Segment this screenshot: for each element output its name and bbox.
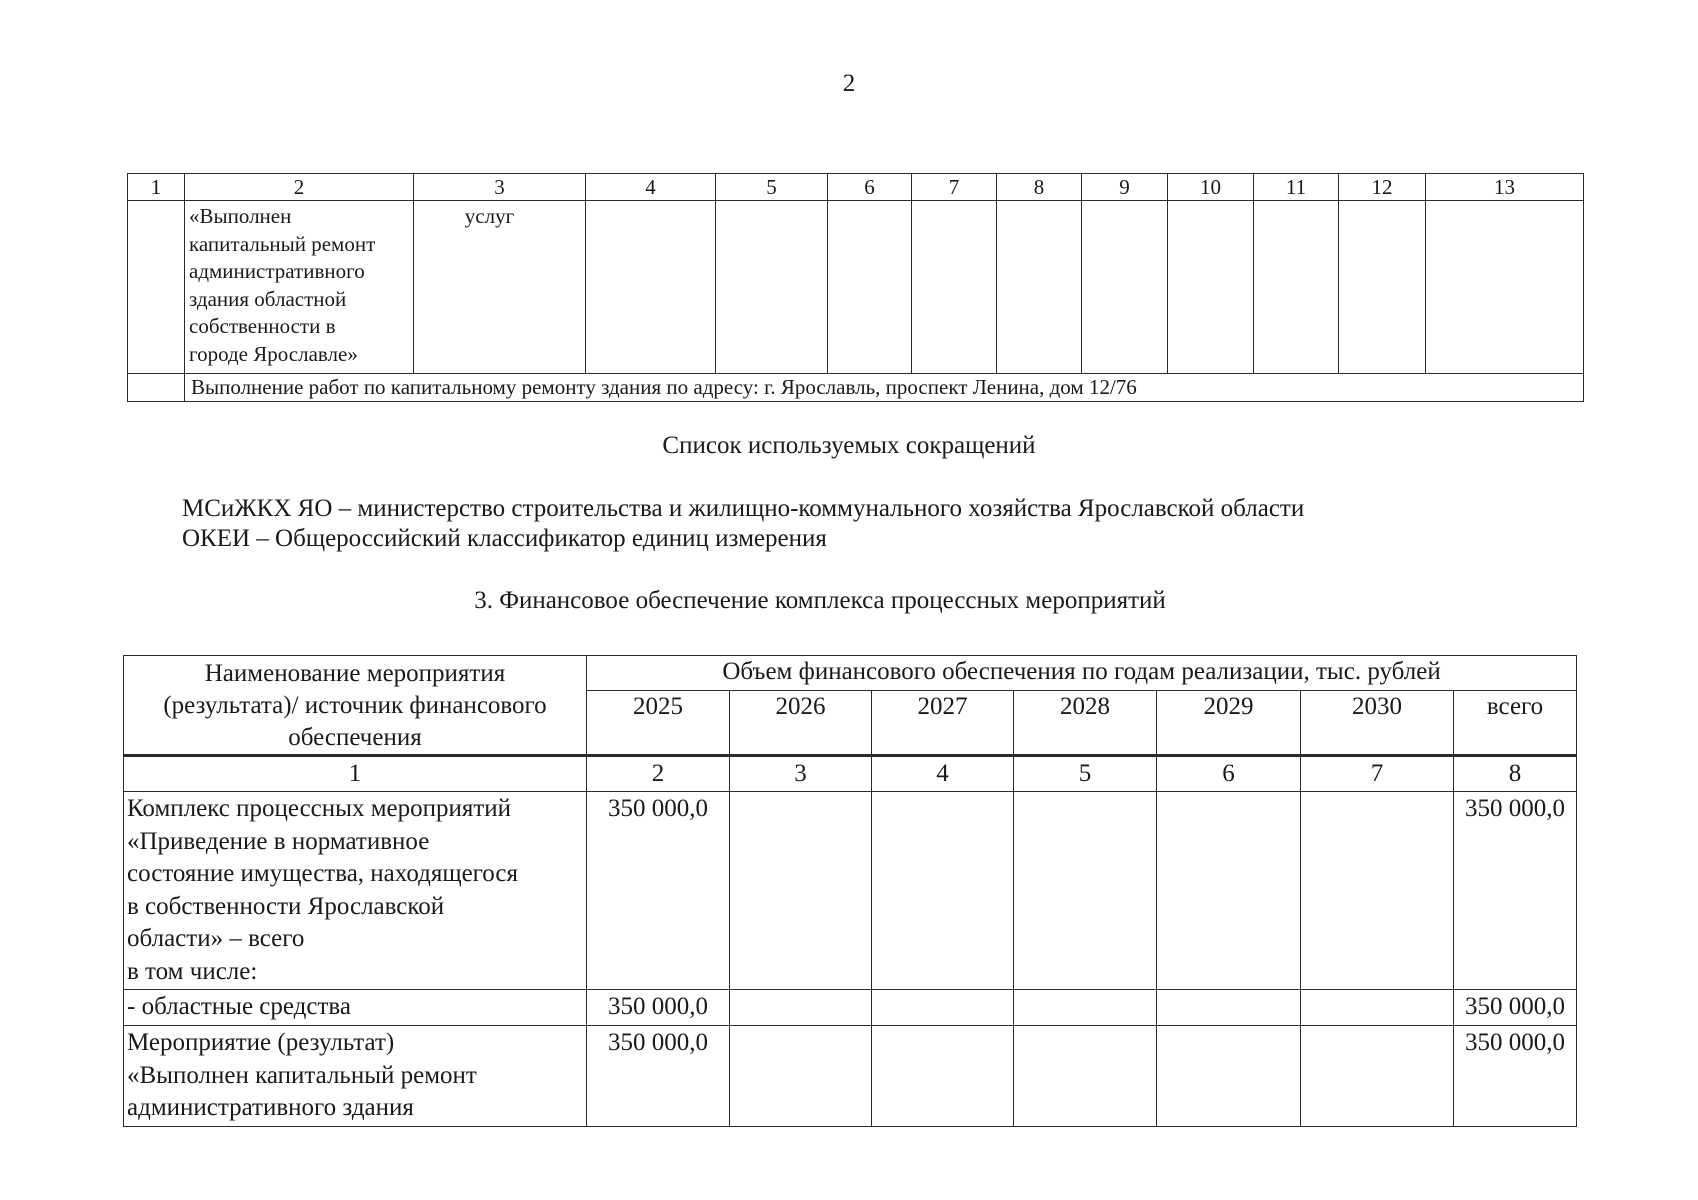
col-number: 3 [730, 756, 872, 792]
col-number: 2 [185, 174, 414, 201]
value-total: 350 000,0 [1454, 792, 1577, 990]
value-2025: 350 000,0 [587, 990, 730, 1026]
text-line: административного здания [127, 1094, 414, 1121]
value-2028 [1014, 1026, 1157, 1127]
row-name-cell [124, 792, 587, 990]
value-2030 [1301, 1026, 1454, 1127]
col-number: 13 [1426, 174, 1584, 201]
table-header-row [124, 656, 1577, 691]
value-2030 [1301, 792, 1454, 990]
text-line: «Выполнен [189, 204, 292, 228]
table-cell [128, 374, 185, 402]
value-2025: 350 000,0 [587, 792, 730, 990]
note-cell: Выполнение работ по капитальному ремонту здания по адресу: г. Ярославль, проспект Ленина, дом 12/76 [185, 374, 1584, 402]
year-header: 2029 [1157, 690, 1301, 755]
col-number: 6 [1157, 756, 1301, 792]
text-line: собственности в [189, 314, 336, 338]
value-total: 350 000,0 [1454, 990, 1577, 1026]
table-cell [997, 201, 1082, 374]
unit-cell: услуг [414, 201, 586, 374]
total-header: всего [1454, 690, 1577, 755]
text-line: капитальный ремонт [189, 231, 376, 256]
abbreviations-title: Список используемых сокращений [662, 432, 1036, 459]
result-name-cell [185, 201, 414, 374]
header-group-cell: Объем финансового обеспечения по годам реализации, тыс. рублей [587, 656, 1577, 691]
col-number: 8 [1454, 756, 1577, 792]
value-2027 [872, 792, 1014, 990]
table-cell [1082, 201, 1168, 374]
text-line: административного [189, 259, 365, 283]
results-table [127, 173, 1584, 402]
year-header: 2026 [730, 690, 872, 755]
table-row [124, 990, 1577, 1026]
value-2026 [730, 1026, 872, 1127]
year-header: 2030 [1301, 690, 1454, 755]
table-header-row [128, 174, 1584, 201]
abbreviation-item: ОКЕИ – Общероссийский классификатор единиц измерения [182, 525, 827, 552]
table-row [128, 201, 1584, 374]
table-cell [1426, 201, 1584, 374]
text-line: «Приведение в нормативное [127, 827, 430, 855]
col-number: 3 [414, 174, 586, 201]
financing-table [123, 655, 1577, 1127]
text-line: обеспечения [288, 724, 422, 751]
col-number: 6 [828, 174, 912, 201]
table-row [124, 792, 1577, 990]
text-line: здания областной [189, 286, 347, 311]
text-line: Наименование мероприятия [204, 660, 506, 687]
table-cell [828, 201, 912, 374]
col-number: 10 [1168, 174, 1254, 201]
col-number: 11 [1254, 174, 1339, 201]
page-number: 2 [842, 70, 856, 97]
table-cell [128, 201, 185, 374]
abbreviation-item: МСиЖКХ ЯО – министерство строительства и жилищно-коммунального хозяйства Ярославской области [182, 495, 1305, 522]
table-row [124, 1026, 1577, 1127]
year-header: 2025 [587, 690, 730, 755]
table-cell [716, 201, 828, 374]
col-number: 8 [997, 174, 1082, 201]
text-line: городе Ярославле» [189, 341, 358, 366]
col-number: 9 [1082, 174, 1168, 201]
row-name-cell: - областные средства [124, 990, 587, 1026]
table-cell [586, 201, 716, 374]
text-line: (результата)/ источник финансового [163, 692, 547, 719]
table-cell [1168, 201, 1254, 374]
value-2027 [872, 1026, 1014, 1127]
table-cell [1254, 201, 1339, 374]
col-number: 7 [1301, 756, 1454, 792]
value-2029 [1157, 990, 1301, 1026]
text-line: области» – всего [127, 925, 305, 952]
table-cell [912, 201, 997, 374]
text-line: Комплекс процессных мероприятий [127, 795, 512, 822]
table-note-row [128, 374, 1584, 402]
value-2028 [1014, 990, 1157, 1026]
value-2030 [1301, 990, 1454, 1026]
col-number: 1 [124, 756, 587, 792]
value-total: 350 000,0 [1454, 1026, 1577, 1127]
text-line: состояние имущества, находящегося [127, 860, 519, 887]
value-2025: 350 000,0 [587, 1026, 730, 1127]
col-number: 1 [128, 174, 185, 201]
column-number-row [124, 756, 1577, 792]
col-number: 4 [872, 756, 1014, 792]
row-name-cell [124, 1026, 587, 1127]
year-header: 2028 [1014, 690, 1157, 755]
col-number: 4 [586, 174, 716, 201]
value-2029 [1157, 1026, 1301, 1127]
col-number: 7 [912, 174, 997, 201]
header-name-cell [124, 656, 587, 756]
col-number: 5 [1014, 756, 1157, 792]
abbreviations-list [182, 494, 1304, 554]
col-number: 12 [1339, 174, 1426, 201]
value-2029 [1157, 792, 1301, 990]
text-line: в собственности Ярославской [127, 892, 445, 920]
col-number: 5 [716, 174, 828, 201]
text-line: Мероприятие (результат) [127, 1029, 395, 1056]
value-2026 [730, 792, 872, 990]
table-cell [1339, 201, 1426, 374]
text-line: в том числе: [127, 957, 258, 985]
col-number: 2 [587, 756, 730, 792]
value-2026 [730, 990, 872, 1026]
year-header: 2027 [872, 690, 1014, 755]
value-2028 [1014, 792, 1157, 990]
section-title: 3. Финансовое обеспечение комплекса процессных мероприятий [474, 587, 1166, 614]
text-line: «Выполнен капитальный ремонт [127, 1061, 477, 1089]
value-2027 [872, 990, 1014, 1026]
